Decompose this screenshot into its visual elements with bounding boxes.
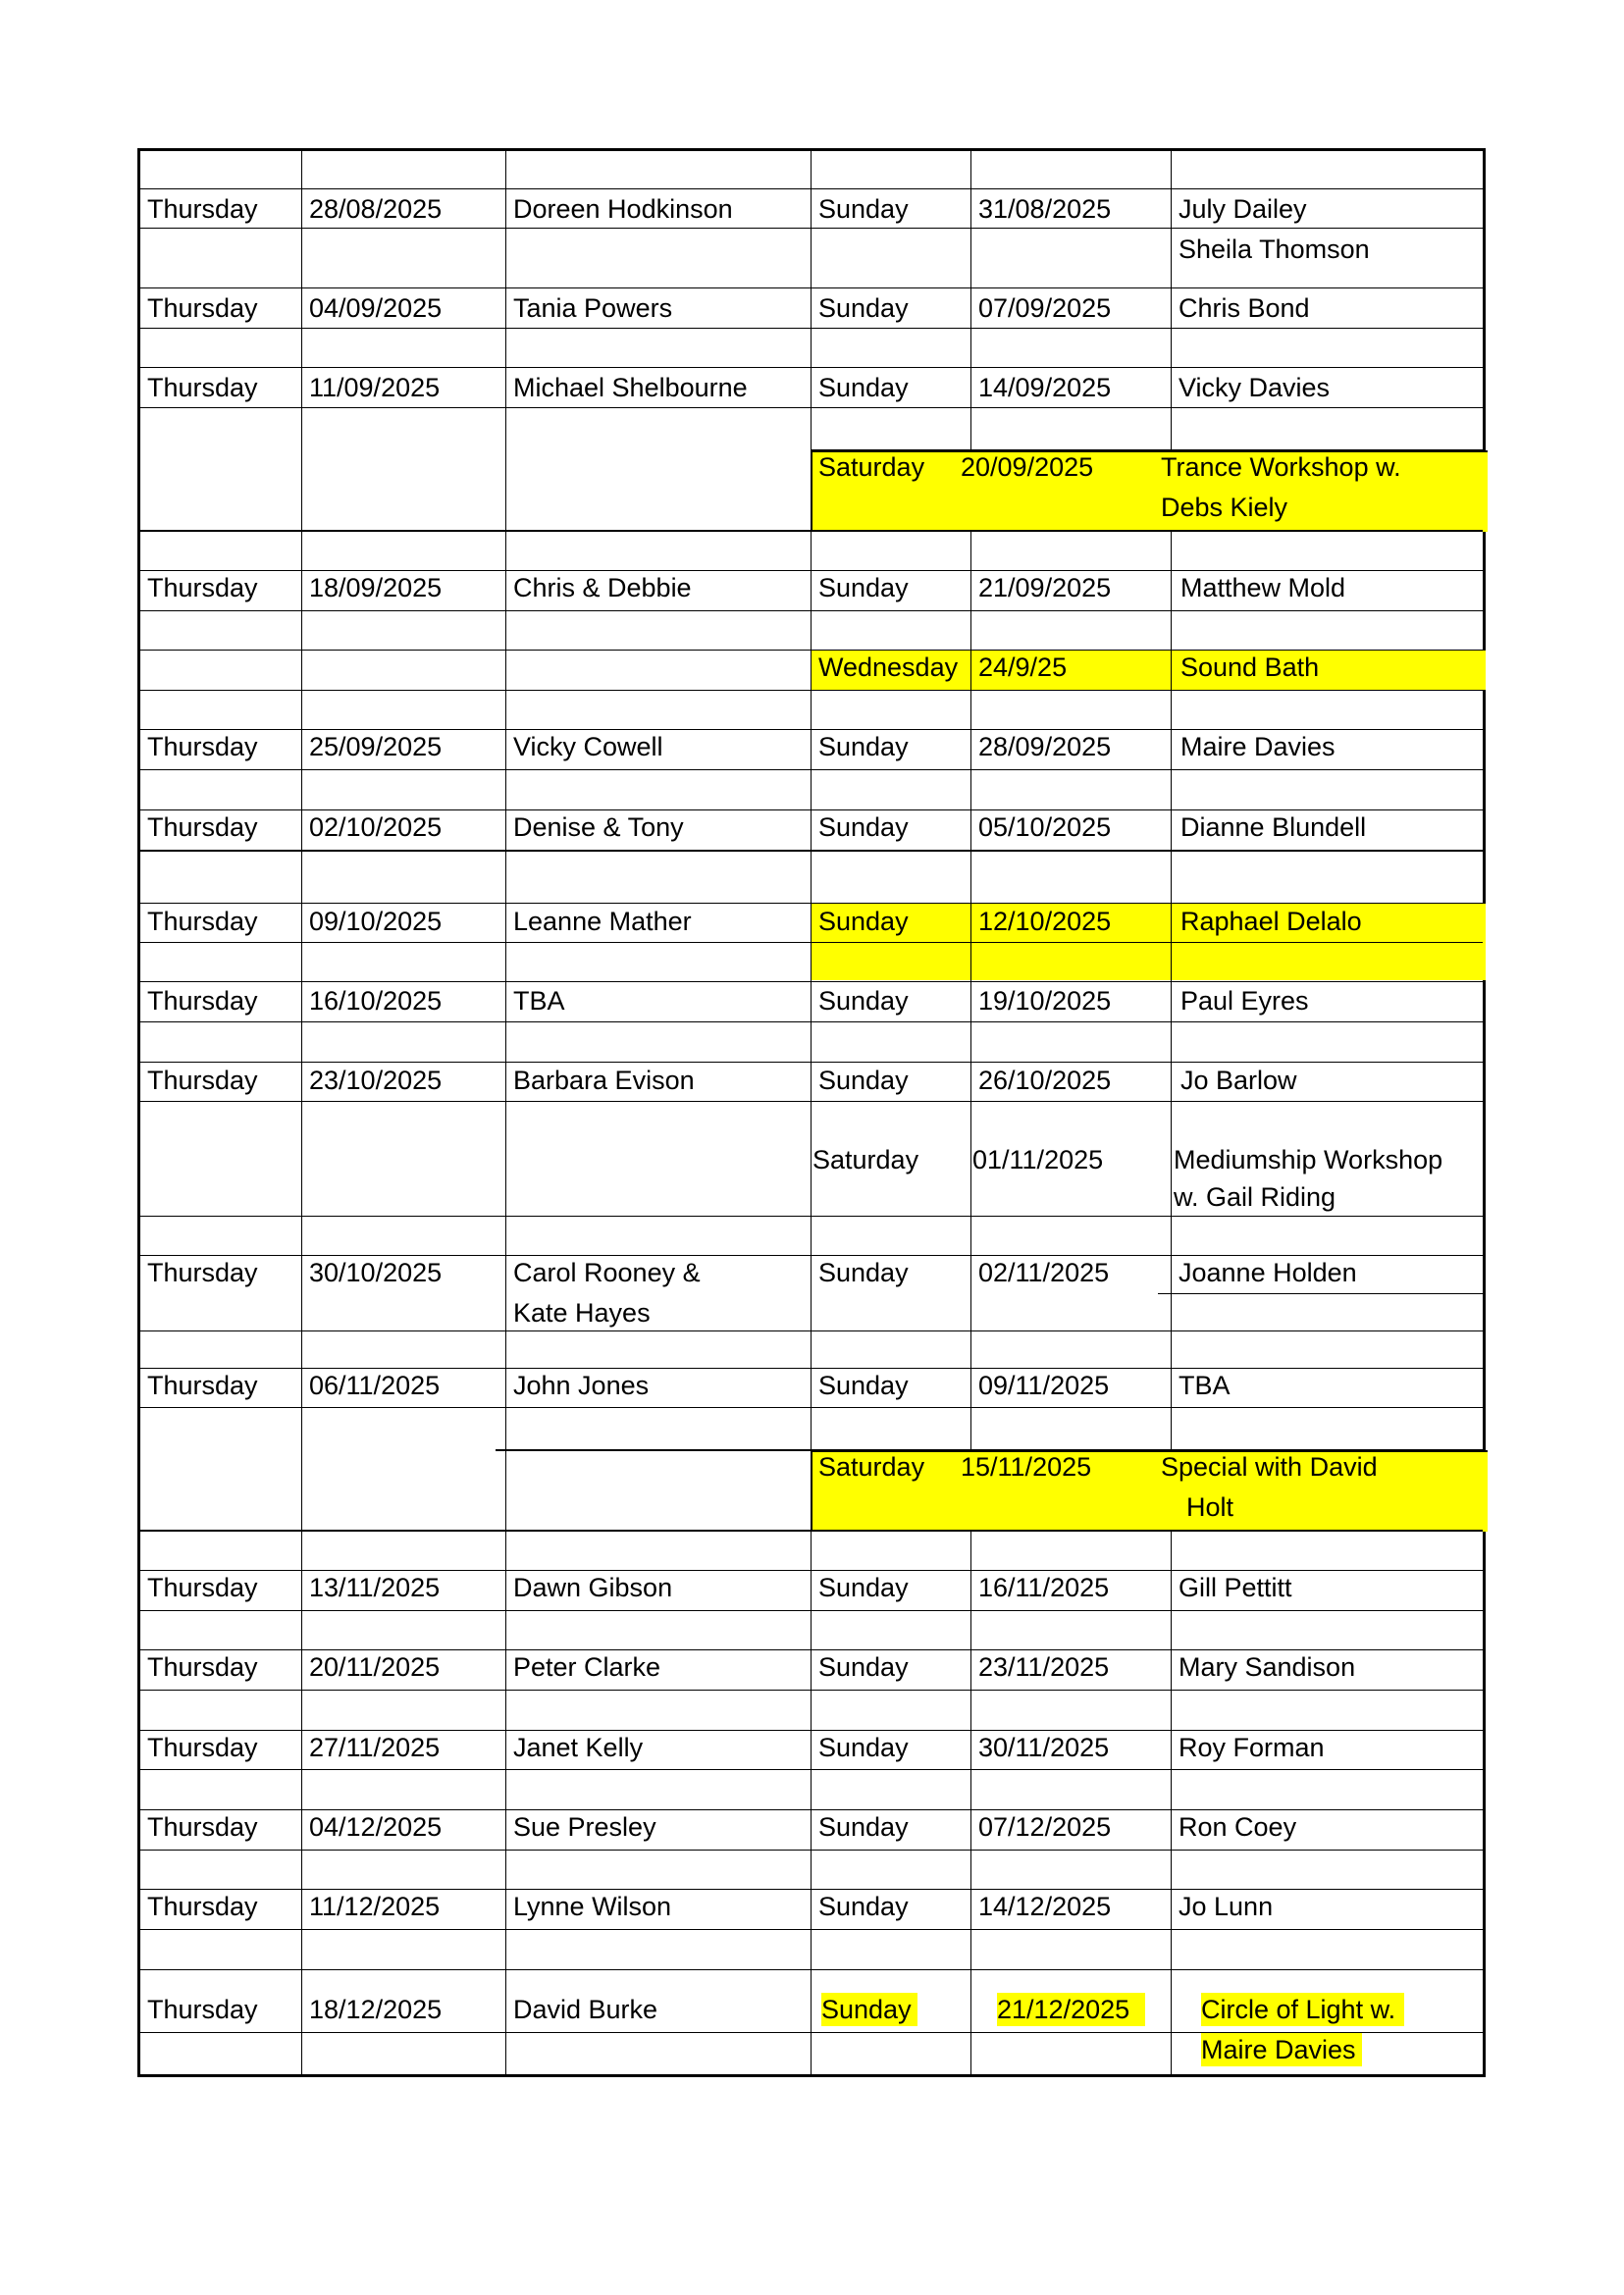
date-cell: 23/10/2025: [309, 1066, 443, 1095]
row-divider: [140, 1690, 1483, 1691]
column-divider: [1171, 530, 1172, 1449]
row-divider: [140, 1062, 1483, 1063]
date-cell: 31/08/2025: [978, 194, 1112, 224]
medium-name-cell: July Dailey: [1179, 194, 1307, 224]
day-cell: Thursday: [147, 1652, 258, 1682]
date-cell: 14/12/2025: [978, 1892, 1112, 1921]
event-day-cell: Saturday: [812, 1145, 919, 1174]
medium-name-cell: Denise & Tony: [513, 812, 684, 842]
row-divider: [140, 1216, 1483, 1217]
event-date-cell: 01/11/2025: [972, 1145, 1104, 1174]
row-divider: [140, 610, 1483, 611]
medium-name-cell: Vicky Cowell: [513, 732, 663, 761]
column-divider: [1171, 151, 1172, 449]
medium-name-cell: Sheila Thomson: [1179, 235, 1370, 264]
medium-name-cell: Joanne Holden: [1179, 1258, 1357, 1287]
row-divider: [140, 530, 1483, 532]
event-day-cell: Saturday: [818, 452, 925, 482]
row-divider: [140, 690, 1483, 691]
day-cell: Sunday: [818, 1892, 909, 1921]
row-divider: [140, 1929, 1483, 1930]
event-day-cell: Saturday: [818, 1452, 925, 1482]
date-cell: 04/09/2025: [309, 293, 443, 323]
date-cell: 07/09/2025: [978, 293, 1112, 323]
event-date-cell: 20/09/2025: [961, 452, 1094, 482]
date-cell: 16/11/2025: [978, 1573, 1110, 1602]
column-divider: [811, 151, 812, 2077]
date-cell: 16/10/2025: [309, 986, 443, 1016]
day-cell: Thursday: [147, 812, 258, 842]
row-divider: [140, 188, 1483, 189]
row-divider: [140, 287, 1483, 288]
day-cell: Sunday: [818, 194, 909, 224]
row-divider: [140, 1330, 1483, 1331]
row-divider: [140, 1769, 1483, 1770]
date-cell: 26/10/2025: [978, 1066, 1112, 1095]
column-divider: [301, 151, 302, 2077]
day-cell: Sunday: [818, 732, 909, 761]
row-divider: [140, 328, 1483, 329]
column-divider: [970, 151, 971, 449]
row-divider: [140, 228, 1483, 229]
date-cell: 19/10/2025: [978, 986, 1112, 1016]
day-cell: Sunday: [818, 573, 909, 602]
event-title-cell: Maire Davies: [1201, 2035, 1356, 2064]
medium-name-cell: Barbara Evison: [513, 1066, 695, 1095]
column-divider: [1171, 1530, 1172, 2077]
date-cell: 05/10/2025: [978, 812, 1112, 842]
medium-name-cell: Doreen Hodkinson: [513, 194, 733, 224]
event-title-cell: Debs Kiely: [1161, 493, 1288, 522]
date-cell: 14/09/2025: [978, 373, 1112, 402]
row-divider: [140, 942, 1483, 943]
row-divider: [140, 850, 1483, 852]
date-cell: 07/12/2025: [978, 1812, 1112, 1842]
medium-name-cell: Matthew Mold: [1180, 573, 1346, 602]
day-cell: Sunday: [818, 1812, 909, 1842]
day-cell: Thursday: [147, 373, 258, 402]
medium-name-cell: Leanne Mather: [513, 907, 692, 936]
event-date-cell: 24/9/25: [978, 652, 1068, 682]
medium-name-cell: TBA: [1179, 1371, 1231, 1400]
date-cell: 04/12/2025: [309, 1812, 443, 1842]
day-cell: Thursday: [147, 573, 258, 602]
row-divider: [140, 1610, 1483, 1611]
medium-name-cell: Tania Powers: [513, 293, 673, 323]
date-cell: 27/11/2025: [309, 1733, 441, 1762]
event-title-cell: Sound Bath: [1180, 652, 1320, 682]
day-cell: Sunday: [818, 1733, 909, 1762]
row-divider: [1158, 1293, 1483, 1294]
date-cell: 28/08/2025: [309, 194, 443, 224]
date-cell: 30/11/2025: [978, 1733, 1110, 1762]
date-cell: 25/09/2025: [309, 732, 443, 761]
day-cell: Sunday: [818, 1371, 909, 1400]
day-cell: Sunday: [818, 293, 909, 323]
day-cell: Thursday: [147, 1995, 258, 2024]
medium-name-cell: TBA: [513, 986, 565, 1016]
event-title-cell: Circle of Light w.: [1201, 1995, 1396, 2024]
medium-name-cell: Dawn Gibson: [513, 1573, 673, 1602]
day-cell: Sunday: [818, 1066, 909, 1095]
row-divider: [140, 1101, 1483, 1102]
medium-name-cell: Kate Hayes: [513, 1298, 651, 1328]
medium-name-cell: Paul Eyres: [1180, 986, 1309, 1016]
medium-name-cell: Maire Davies: [1180, 732, 1336, 761]
date-cell: 30/10/2025: [309, 1258, 443, 1287]
date-cell: 23/11/2025: [978, 1652, 1110, 1682]
row-divider: [140, 981, 1483, 982]
row-divider: [140, 1021, 1483, 1022]
event-title-cell: Mediumship Workshop: [1174, 1145, 1443, 1174]
day-cell: Sunday: [818, 373, 909, 402]
event-date-cell: 21/12/2025: [997, 1995, 1130, 2024]
medium-name-cell: Jo Lunn: [1179, 1892, 1274, 1921]
date-cell: 11/09/2025: [309, 373, 441, 402]
row-divider: [140, 769, 1483, 770]
day-cell: Sunday: [818, 1652, 909, 1682]
column-divider: [505, 151, 506, 2077]
day-cell: Thursday: [147, 293, 258, 323]
day-cell: Thursday: [147, 907, 258, 936]
medium-name-cell: Gill Pettitt: [1179, 1573, 1292, 1602]
date-cell: 13/11/2025: [309, 1573, 441, 1602]
day-cell: Thursday: [147, 732, 258, 761]
event-day-cell: Sunday: [821, 1995, 912, 2024]
event-day-cell: Wednesday: [818, 652, 959, 682]
day-cell: Sunday: [818, 986, 909, 1016]
date-cell: 18/09/2025: [309, 573, 443, 602]
row-divider: [140, 1969, 1483, 1970]
event-title-cell: Trance Workshop w.: [1161, 452, 1401, 482]
medium-name-cell: David Burke: [513, 1995, 658, 2024]
day-cell: Thursday: [147, 986, 258, 1016]
row-divider: [140, 367, 1483, 368]
day-cell: Thursday: [147, 194, 258, 224]
medium-name-cell: Mary Sandison: [1179, 1652, 1356, 1682]
day-cell: Thursday: [147, 1573, 258, 1602]
day-cell: Thursday: [147, 1892, 258, 1921]
day-cell: Sunday: [818, 1573, 909, 1602]
column-divider: [970, 530, 971, 1449]
medium-name-cell: Dianne Blundell: [1180, 812, 1367, 842]
date-cell: 09/10/2025: [309, 907, 443, 936]
date-cell: 02/11/2025: [978, 1258, 1110, 1287]
medium-name-cell: Vicky Davies: [1179, 373, 1331, 402]
day-cell: Thursday: [147, 1066, 258, 1095]
medium-name-cell: Jo Barlow: [1180, 1066, 1297, 1095]
day-cell: Sunday: [818, 812, 909, 842]
date-cell: 18/12/2025: [309, 1995, 443, 2024]
medium-name-cell: Roy Forman: [1179, 1733, 1325, 1762]
row-divider: [140, 1407, 1483, 1408]
medium-name-cell: Michael Shelbourne: [513, 373, 748, 402]
row-divider: [140, 1850, 1483, 1851]
medium-name-cell: Chris & Debbie: [513, 573, 692, 602]
date-cell: 28/09/2025: [978, 732, 1112, 761]
event-title-cell: w. Gail Riding: [1174, 1182, 1336, 1212]
medium-name-cell: Lynne Wilson: [513, 1892, 672, 1921]
day-cell: Thursday: [147, 1733, 258, 1762]
medium-name-cell: Ron Coey: [1179, 1812, 1297, 1842]
event-date-cell: 15/11/2025: [961, 1452, 1092, 1482]
medium-name-cell: Sue Presley: [513, 1812, 656, 1842]
medium-name-cell: Raphael Delalo: [1180, 907, 1362, 936]
date-cell: 11/12/2025: [309, 1892, 441, 1921]
medium-name-cell: Carol Rooney &: [513, 1258, 701, 1287]
date-cell: 09/11/2025: [978, 1371, 1110, 1400]
column-divider: [970, 1530, 971, 2077]
medium-name-cell: John Jones: [513, 1371, 650, 1400]
row-divider: [140, 903, 1483, 904]
schedule-table: [137, 148, 1486, 2077]
event-title-cell: Holt: [1186, 1492, 1234, 1522]
day-cell: Thursday: [147, 1371, 258, 1400]
day-cell: Sunday: [818, 907, 909, 936]
date-cell: 02/10/2025: [309, 812, 443, 842]
medium-name-cell: Janet Kelly: [513, 1733, 644, 1762]
day-cell: Thursday: [147, 1258, 258, 1287]
medium-name-cell: Chris Bond: [1179, 293, 1310, 323]
row-divider: [140, 407, 1483, 408]
row-divider: [140, 1530, 1483, 1532]
date-cell: 06/11/2025: [309, 1371, 441, 1400]
medium-name-cell: Peter Clarke: [513, 1652, 661, 1682]
event-title-cell: Special with David: [1161, 1452, 1378, 1482]
date-cell: 21/09/2025: [978, 573, 1112, 602]
day-cell: Thursday: [147, 1812, 258, 1842]
date-cell: 20/11/2025: [309, 1652, 441, 1682]
date-cell: 12/10/2025: [978, 907, 1112, 936]
day-cell: Sunday: [818, 1258, 909, 1287]
